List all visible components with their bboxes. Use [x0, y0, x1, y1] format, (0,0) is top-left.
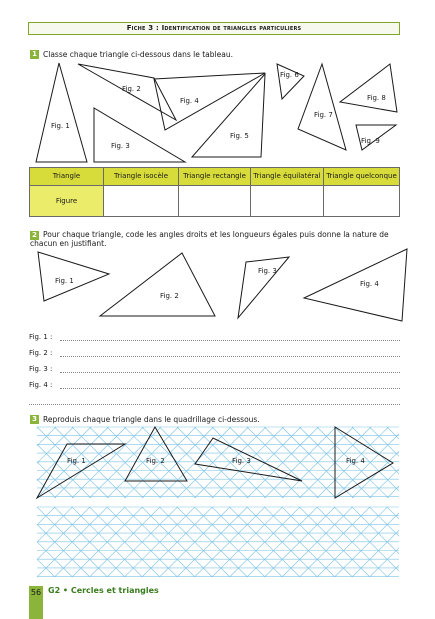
table-header-equilateral: Triangle équilatéral: [251, 168, 324, 186]
ex3-fig2-label: Fig. 2: [146, 457, 165, 465]
ex1-fig4-label: Fig. 4: [180, 97, 199, 105]
answer-line-2-label: Fig. 2 :: [29, 349, 53, 357]
page-number: 56: [30, 588, 42, 597]
ex2-fig1-label: Fig. 1: [55, 277, 74, 285]
ex1-fig2-label: Fig. 2: [122, 85, 141, 93]
answer-line-4-label: Fig. 4 :: [29, 381, 53, 389]
ex3-fig3-label: Fig. 3: [232, 457, 251, 465]
ex1-fig9-label: Fig. 9: [361, 137, 380, 145]
page-title: Fiche 3 : Identification de triangles particuliers: [126, 24, 302, 32]
exercise-2-instruction: Pour chaque triangle, code les angles droits et les longueurs égales puis donne la nature de chacun en justifiant.: [30, 230, 389, 248]
ex2-fig3-label: Fig. 3: [258, 267, 277, 275]
ex1-fig8-label: Fig. 8: [367, 94, 386, 102]
ex3-fig1-triangle: [37, 444, 125, 498]
ex1-fig6-label: Fig. 6: [280, 71, 299, 79]
ex1-fig7-label: Fig. 7: [314, 111, 333, 119]
chapter-title: G2 • Cercles et triangles: [48, 586, 159, 595]
ex1-fig5-label: Fig. 5: [230, 132, 249, 140]
exercise-3-instruction: Reproduis chaque triangle dans le quadrillage ci-dessous.: [43, 415, 260, 424]
table-header-rectangle: Triangle rectangle: [179, 168, 251, 186]
exercise-1-instruction: Classe chaque triangle ci-dessous dans le tableau.: [43, 50, 233, 59]
exercise-3-number: 3: [30, 415, 39, 424]
ex1-fig1-label: Fig. 1: [51, 122, 70, 130]
table-row-label: Figure: [30, 186, 104, 217]
table-header-quelconque: Triangle quelconque: [324, 168, 400, 186]
ex3-fig1-label: Fig. 1: [67, 457, 86, 465]
ex1-fig3-label: Fig. 3: [111, 142, 130, 150]
ex3-fig4-label: Fig. 4: [346, 457, 365, 465]
ex2-fig4-label: Fig. 4: [360, 280, 379, 288]
answer-line-3-label: Fig. 3 :: [29, 365, 53, 373]
exercise-1-number: 1: [30, 50, 39, 59]
table-header-triangle: Triangle: [30, 168, 104, 186]
exercise-2-number: 2: [30, 231, 39, 240]
ex2-fig2-label: Fig. 2: [160, 292, 179, 300]
answer-line-1-label: Fig. 1 :: [29, 333, 53, 341]
table-header-isocele: Triangle isocèle: [104, 168, 179, 186]
